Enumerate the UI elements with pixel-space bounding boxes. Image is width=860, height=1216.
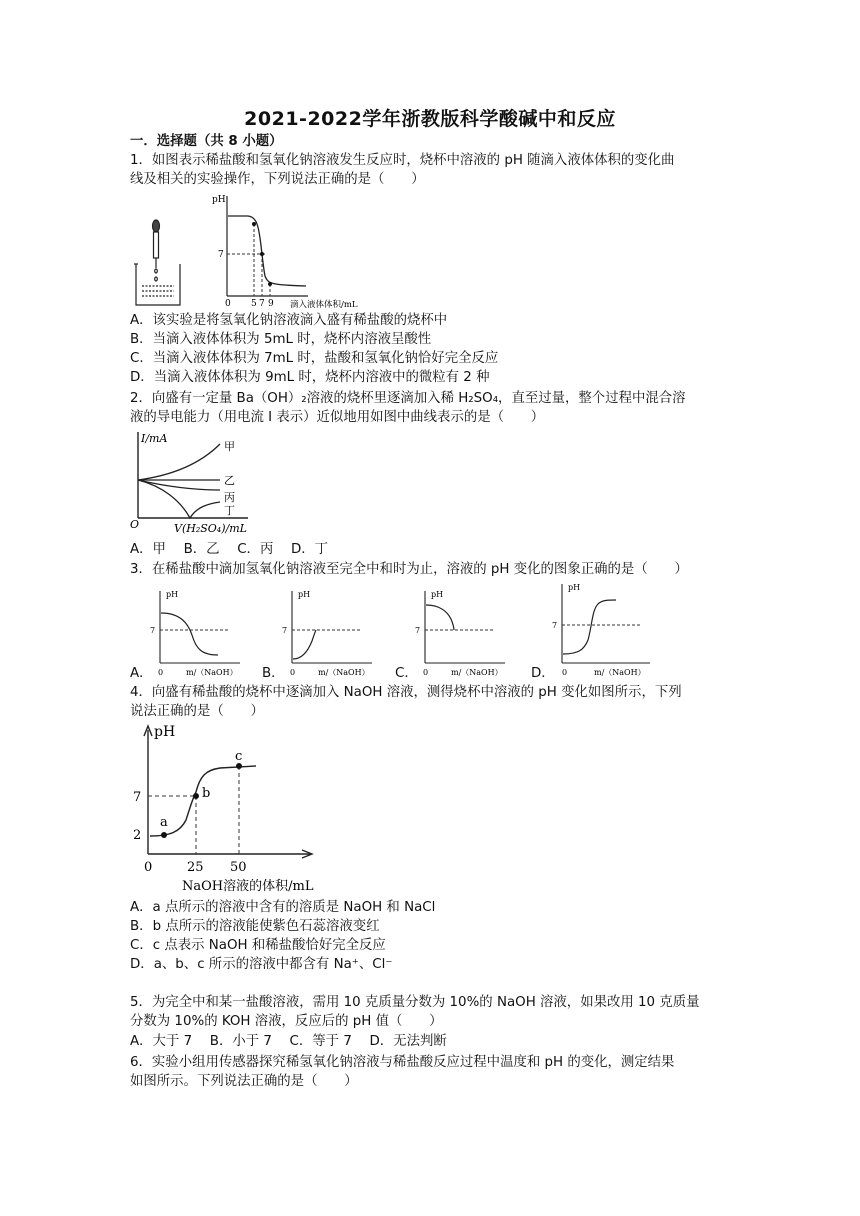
q3-graph-d <box>550 580 660 680</box>
q3-graph-c <box>413 585 513 680</box>
q3a-y-tick: 7 <box>150 626 156 635</box>
q1-option-a: A．该实验是将氢氧化钠溶液滴入盛有稀盐酸的烧杯中 <box>130 313 448 328</box>
q3d-x-label: m/（NaOH） <box>594 668 646 677</box>
q4-y-label: pH <box>154 724 176 740</box>
q3a-x-label: m/（NaOH） <box>186 668 238 677</box>
q1-x-tick-5: 5 <box>251 299 257 309</box>
q3-option-a-label: A． <box>130 666 153 681</box>
q4-stem-line2: 说法正确的是（ ） <box>130 704 264 719</box>
dropper-icon <box>153 220 160 268</box>
document-title: 2021-2022学年浙教版科学酸碱中和反应 <box>244 108 616 130</box>
q6-stem-line2: 如图所示。下列说法正确的是（ ） <box>130 1074 358 1089</box>
q2-x-label: V(H₂SO₄)/mL <box>174 522 247 535</box>
section-heading: 一．选择题（共 8 小题） <box>130 134 283 149</box>
q1-point-5 <box>252 222 256 226</box>
q2-stem-line1: 2．向盛有一定量 Ba（OH）₂溶液的烧杯里逐滴加入稀 H₂SO₄，直至过量，整个过程中混合溶 <box>130 391 686 406</box>
q2-curve-label-bing: 丙 <box>224 491 235 504</box>
q1-point-7 <box>260 252 264 256</box>
q2-curve-label-yi: 乙 <box>224 474 235 487</box>
q3b-origin: 0 <box>290 668 296 677</box>
q4-x-tick-25: 25 <box>187 860 204 875</box>
q3d-y-tick: 7 <box>552 621 558 630</box>
q3c-x-label: m/（NaOH） <box>451 668 503 677</box>
q2-options: A．甲 B．乙 C．丙 D．丁 <box>130 542 329 557</box>
q4-x-label: NaOH溶液的体积/mL <box>182 879 314 894</box>
q3b-x-label: m/（NaOH） <box>318 668 370 677</box>
q2-figure <box>128 428 258 538</box>
q2-y-label: I/mA <box>141 432 168 445</box>
q4-y-tick-7: 7 <box>133 790 142 805</box>
q4-x-tick-0: 0 <box>144 860 153 875</box>
q1-y-label: pH <box>212 195 226 205</box>
q3a-y-label: pH <box>166 590 179 599</box>
q2-curve-label-jia: 甲 <box>224 440 235 453</box>
q2-curve-bing <box>138 480 220 490</box>
q3d-origin: 0 <box>562 668 568 677</box>
q1-x-tick-9: 9 <box>268 299 274 309</box>
q3-graph-b <box>280 585 380 680</box>
q1-x-label: 滴入液体体积/mL <box>290 300 358 310</box>
q1-option-b: B．当滴入液体体积为 5mL 时，烧杯内溶液呈酸性 <box>130 332 432 347</box>
q3-option-c-label: C． <box>395 666 418 681</box>
q3c-origin: 0 <box>423 668 429 677</box>
beaker-icon <box>134 264 180 305</box>
q4-point-label-b: b <box>202 786 211 801</box>
q4-y-tick-2: 2 <box>133 828 142 843</box>
q1-x-tick-0: 0 <box>225 299 231 309</box>
q1-point-9 <box>268 282 272 286</box>
q4-point-label-c: c <box>235 749 243 764</box>
q4-point-a <box>161 832 167 838</box>
q4-option-d: D．a、b、c 所示的溶液中都含有 Na⁺、Cl⁻ <box>130 957 393 972</box>
q4-point-label-a: a <box>160 815 168 830</box>
q4-figure <box>130 720 330 896</box>
q4-option-c: C．c 点表示 NaOH 和稀盐酸恰好完全反应 <box>130 938 386 953</box>
q3-graph-a <box>148 585 248 680</box>
q2-stem-line2: 液的导电能力（用电流 I 表示）近似地用如图中曲线表示的是（ ） <box>130 410 545 425</box>
q2-origin-label: O <box>130 518 140 531</box>
q4-option-a: A．a 点所示的溶液中含有的溶质是 NaOH 和 NaCl <box>130 900 436 915</box>
q1-figure <box>130 188 380 310</box>
q2-curve-jia <box>138 444 220 480</box>
q1-stem-line2: 线及相关的实验操作，下列说法正确的是（ ） <box>130 172 425 187</box>
q1-x-tick-7: 7 <box>259 299 265 309</box>
q1-option-d: D．当滴入液体体积为 9mL 时，烧杯内溶液中的微粒有 2 种 <box>130 370 490 385</box>
q6-stem-line1: 6．实验小组用传感器探究稀氢氧化钠溶液与稀盐酸反应过程中温度和 pH 的变化，测定结果 <box>130 1055 675 1070</box>
q3c-y-label: pH <box>431 590 444 599</box>
q4-stem-line1: 4．向盛有稀盐酸的烧杯中逐滴加入 NaOH 溶液，测得烧杯中溶液的 pH 变化如图所示，下列 <box>130 685 682 700</box>
q4-option-b: B．b 点所示的溶液能使紫色石蕊溶液变红 <box>130 919 380 934</box>
q3a-origin: 0 <box>158 668 164 677</box>
q4-point-b <box>193 793 199 799</box>
q2-curve-ding <box>138 480 220 518</box>
q3b-y-label: pH <box>298 590 311 599</box>
q3c-y-tick: 7 <box>415 626 421 635</box>
q1-option-c: C．当滴入液体体积为 7mL 时，盐酸和氢氧化钠恰好完全反应 <box>130 351 499 366</box>
q3-option-d-label: D． <box>531 666 555 681</box>
q5-stem-line1: 5．为完全中和某一盐酸溶液，需用 10 克质量分数为 10%的 NaOH 溶液，如果改用 10 克质量 <box>130 995 700 1010</box>
q1-ph-curve <box>228 216 306 286</box>
q3-option-b-label: B． <box>262 666 285 681</box>
q4-x-tick-50: 50 <box>230 860 247 875</box>
q5-options: A．大于 7 B．小于 7 C．等于 7 D．无法判断 <box>130 1034 447 1049</box>
q3d-y-label: pH <box>568 583 581 592</box>
q5-stem-line2: 分数为 10%的 KOH 溶液，反应后的 pH 值（ ） <box>130 1014 443 1029</box>
q1-stem-line1: 1．如图表示稀盐酸和氢氧化钠溶液发生反应时，烧杯中溶液的 pH 随滴入液体体积的变化曲 <box>130 153 675 168</box>
q2-curve-label-ding: 丁 <box>224 504 235 517</box>
q3-stem: 3．在稀盐酸中滴加氢氧化钠溶液至完全中和时为止，溶液的 pH 变化的图象正确的是（ ） <box>130 562 688 577</box>
q4-axes <box>144 726 312 858</box>
q1-y-tick-7: 7 <box>218 250 224 260</box>
q3b-y-tick: 7 <box>282 626 288 635</box>
